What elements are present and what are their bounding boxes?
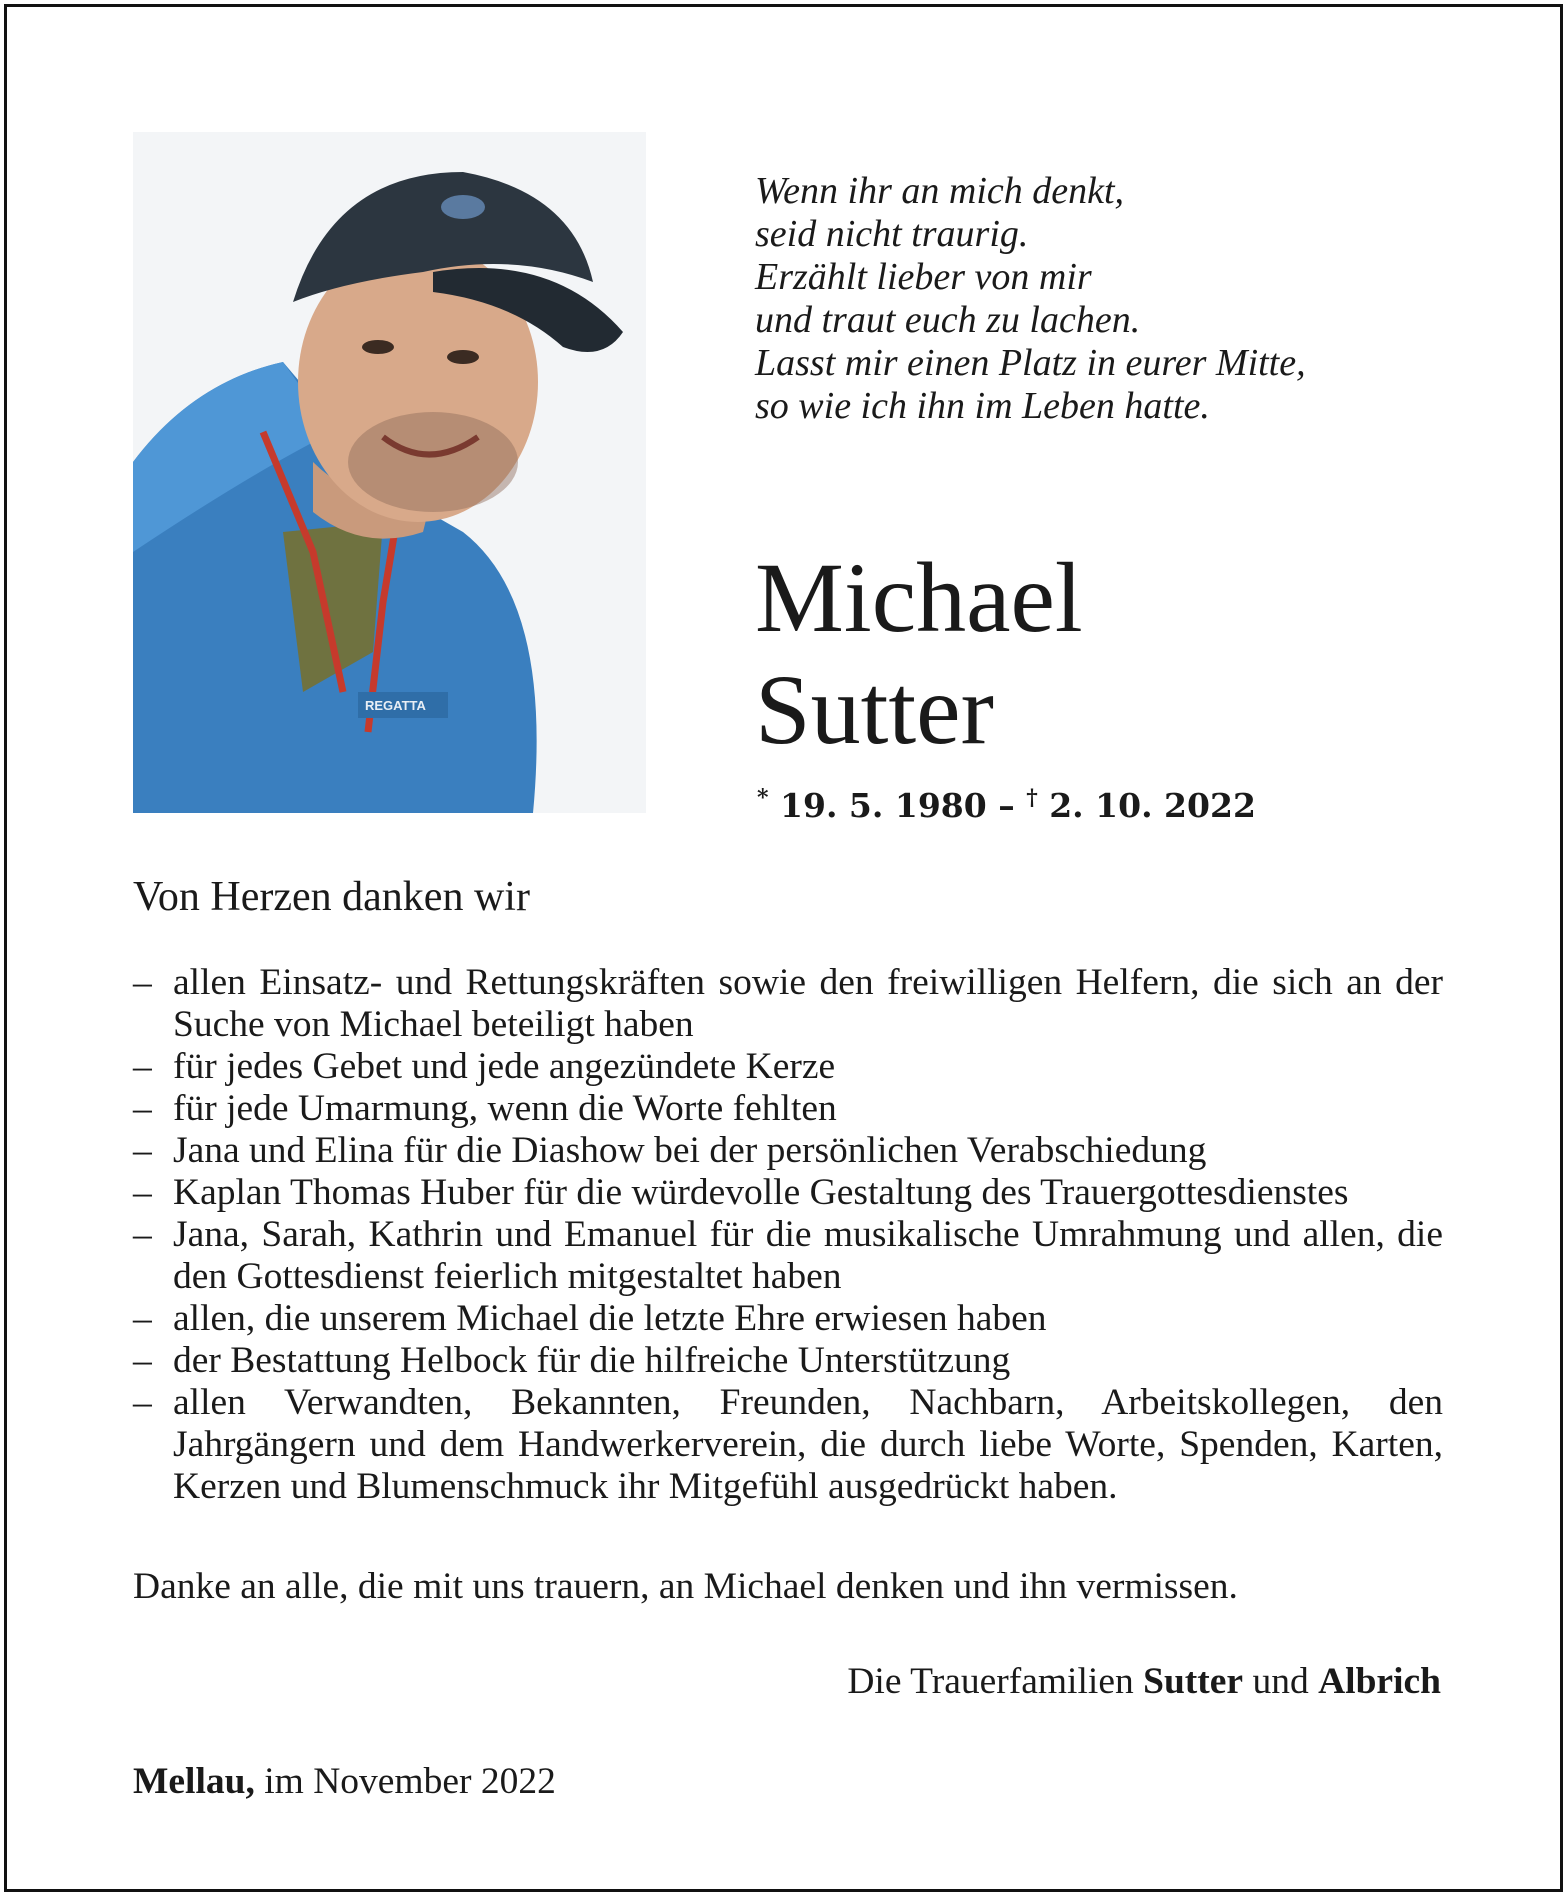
list-item bbox=[133, 1130, 1443, 1172]
dash: – bbox=[133, 1172, 152, 1213]
dash: – bbox=[133, 1382, 152, 1423]
list-item bbox=[133, 962, 1443, 1046]
list-item-text: Kaplan Thomas Huber für die würdevolle Gestaltung des Trauergottesdienstes bbox=[173, 1172, 1349, 1213]
list-item-text: allen Einsatz- und Rettungskräften sowie den freiwilligen Helfern, die sich an der Suche von Michael beteiligt haben bbox=[173, 962, 1443, 1045]
poem-line: seid nicht traurig. bbox=[755, 213, 1029, 255]
birth-symbol: * bbox=[757, 785, 769, 811]
first-name: Michael bbox=[755, 542, 1083, 653]
poem-line: Lasst mir einen Platz in eurer Mitte, bbox=[755, 342, 1306, 384]
dash: – bbox=[133, 1340, 152, 1381]
list-item-text: allen, die unserem Michael die letzte Ehre erwiesen haben bbox=[173, 1298, 1047, 1339]
list-item bbox=[133, 1088, 1443, 1130]
list-item bbox=[133, 1046, 1443, 1088]
family-name-2: Albrich bbox=[1318, 1661, 1441, 1702]
list-item-text: für jede Umarmung, wenn die Worte fehlten bbox=[173, 1088, 837, 1129]
list-item bbox=[133, 1298, 1443, 1340]
dash: – bbox=[133, 1130, 152, 1171]
list-item-text: allen Verwandten, Bekannten, Freunden, Nachbarn, Arbeitskollegen, den Jahrgängern und dem Handwerkerverein, die durch liebe Worte, Spenden, Karten, Kerzen und Blumenschmuck ihr Mitgefühl ausgedrückt haben. bbox=[173, 1382, 1443, 1507]
list-item bbox=[133, 1382, 1443, 1508]
death-date: 2. 10. 2022 bbox=[1049, 786, 1256, 825]
place-date bbox=[133, 1760, 556, 1803]
death-symbol: † bbox=[1026, 785, 1038, 811]
thanks-intro: Von Herzen danken wir bbox=[133, 874, 530, 920]
poem bbox=[755, 170, 1306, 428]
obituary-card bbox=[4, 4, 1563, 1892]
signature bbox=[847, 1660, 1441, 1703]
svg-text:REGATTA: REGATTA bbox=[365, 698, 426, 713]
dash: – bbox=[133, 1214, 152, 1255]
list-item-text: für jedes Gebet und jede angezündete Kerze bbox=[173, 1046, 836, 1087]
place: Mellau, bbox=[133, 1761, 255, 1802]
poem-line: Erzählt lieber von mir bbox=[755, 256, 1092, 298]
portrait-illustration bbox=[133, 132, 646, 813]
closing-line: Danke an alle, die mit uns trauern, an Michael denken und ihn vermissen. bbox=[133, 1566, 1238, 1607]
family-name-1: Sutter bbox=[1143, 1661, 1244, 1702]
signature-conjunction: und bbox=[1252, 1661, 1309, 1702]
date-separator: – bbox=[998, 786, 1015, 825]
list-item bbox=[133, 1214, 1443, 1298]
dash: – bbox=[133, 1046, 152, 1087]
poem-line: so wie ich ihn im Leben hatte. bbox=[755, 385, 1210, 427]
poem-line: und traut euch zu lachen. bbox=[755, 299, 1141, 341]
list-item bbox=[133, 1340, 1443, 1382]
dash: – bbox=[133, 1088, 152, 1129]
signature-prefix: Die Trauerfamilien bbox=[847, 1661, 1134, 1702]
list-item-text: Jana, Sarah, Kathrin und Emanuel für die musikalische Umrahmung und allen, die den Gottesdienst feierlich mitgestaltet haben bbox=[173, 1214, 1443, 1297]
dash: – bbox=[133, 962, 152, 1003]
date: im November 2022 bbox=[264, 1761, 556, 1802]
life-dates bbox=[757, 785, 1256, 825]
poem-line: Wenn ihr an mich denkt, bbox=[755, 170, 1125, 212]
portrait-photo bbox=[133, 132, 646, 813]
deceased-name bbox=[755, 542, 1083, 766]
last-name: Sutter bbox=[755, 654, 994, 765]
thanks-list bbox=[133, 962, 1443, 1508]
list-item-text: der Bestattung Helbock für die hilfreiche Unterstützung bbox=[173, 1340, 1011, 1381]
dash: – bbox=[133, 1298, 152, 1339]
birth-date: 19. 5. 1980 bbox=[780, 786, 987, 825]
list-item-text: Jana und Elina für die Diashow bei der persönlichen Verabschiedung bbox=[173, 1130, 1207, 1171]
list-item bbox=[133, 1172, 1443, 1214]
